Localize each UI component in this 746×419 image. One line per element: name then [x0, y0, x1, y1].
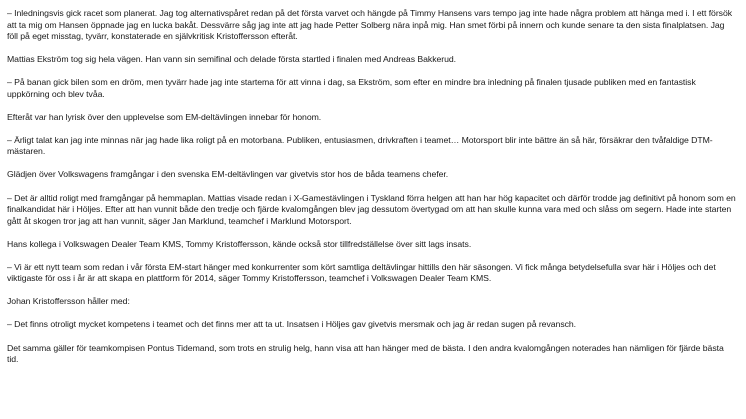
paragraph-6: Glädjen över Volkswagens framgångar i den svenska EM-deltävlingen var givetvis stor hos de båda teamens chefer. [7, 169, 449, 180]
paragraph-11: – Det finns otroligt mycket kompetens i teamet och det finns mer att ta ut. Insatsen i Höljes gav givetvis mersmak och jag är redan sugen på revansch. [7, 319, 577, 330]
paragraph-3: – På banan gick bilen som en dröm, men tyvärr hade jag inte startema för att vinna i dag, sa Ekström, som efter en mindre bra inledning på finalen tjusade publiken med en fantastisk uppkörning och blev tvåa. [7, 77, 696, 99]
paragraph-5: – Ärligt talat kan jag inte minnas när jag hade lika roligt på en motorbana. Publiken, entusiasmen, drivkraften i teamet… Motorsport blir inte bättre än så här, försäkrar den tvåfaldige DTM-mästaren. [7, 134, 713, 157]
article-body [7, 8, 737, 377]
paragraph-10: Johan Kristoffersson håller med: [7, 296, 130, 307]
paragraph-9: – Vi är ett nytt team som redan i vår första EM-start hänger med konkurrenter som kört samtliga deltävlingar hittills den här säsongen. Vi fick många betydelsefulla svar här i Höljes och det viktigaste för oss i år är att skapa en plattform för 2014, säger Tommy Kristoffersson, teamchef i Volkswagen Dealer Team KMS. [7, 261, 716, 284]
paragraph-7: – Det är alltid roligt med framgångar på hemmaplan. Mattias visade redan i X-Gamestävlingen i Tyskland förra helgen att han har hög kapacitet och därför trodde jag definitivt på honom som en finalkandidat här i Höljes. Efter att han vunnit både den tredje och fjärde kvalomgången blev jag dessutom övertygad om att han skulle kunna vara med och slåss om segern. Hade inte starten gått åt skogen tror jag att han vunnit, säger Jan Marklund, teamchef i Marklund Motorsport. [7, 192, 736, 226]
paragraph-8: Hans kollega i Volkswagen Dealer Team KMS, Tommy Kristoffersson, kände också stor tillfredställelse över sitt lags insats. [7, 238, 472, 249]
paragraph-4: Efteråt var han lyrisk över den upplevelse som EM-deltävlingen innebar för honom. [7, 111, 322, 122]
paragraph-12: Det samma gäller för teamkompisen Pontus Tidemand, som trots en strulig helg, hann visa att han hänger med de bästa. I den andra kvalomgången noterades han nämligen för fjärde bästa tid. [7, 342, 724, 365]
paragraph-1: – Inledningsvis gick racet som planerat. Jag tog alternativspåret redan på det första varvet och hängde på Timmy Hansens vars tempo jag inte hade några problem att hänga med i. I ett försök att ta mig om Hansen öppnade jag en lucka bakåt. Dessvärre såg jag inte att jag hade Petter Solberg nära inpå mig. Han smet förbi på innern och kunde senare ta den sista finalplatsen. Jag föll på eget misstag, tyvärr, konstaterade en självkritisk Kristoffersson efteråt. [7, 8, 733, 41]
paragraph-2: Mattias Ekström tog sig hela vägen. Han vann sin semifinal och delade första startled i finalen med Andreas Bakkerud. [7, 54, 457, 65]
